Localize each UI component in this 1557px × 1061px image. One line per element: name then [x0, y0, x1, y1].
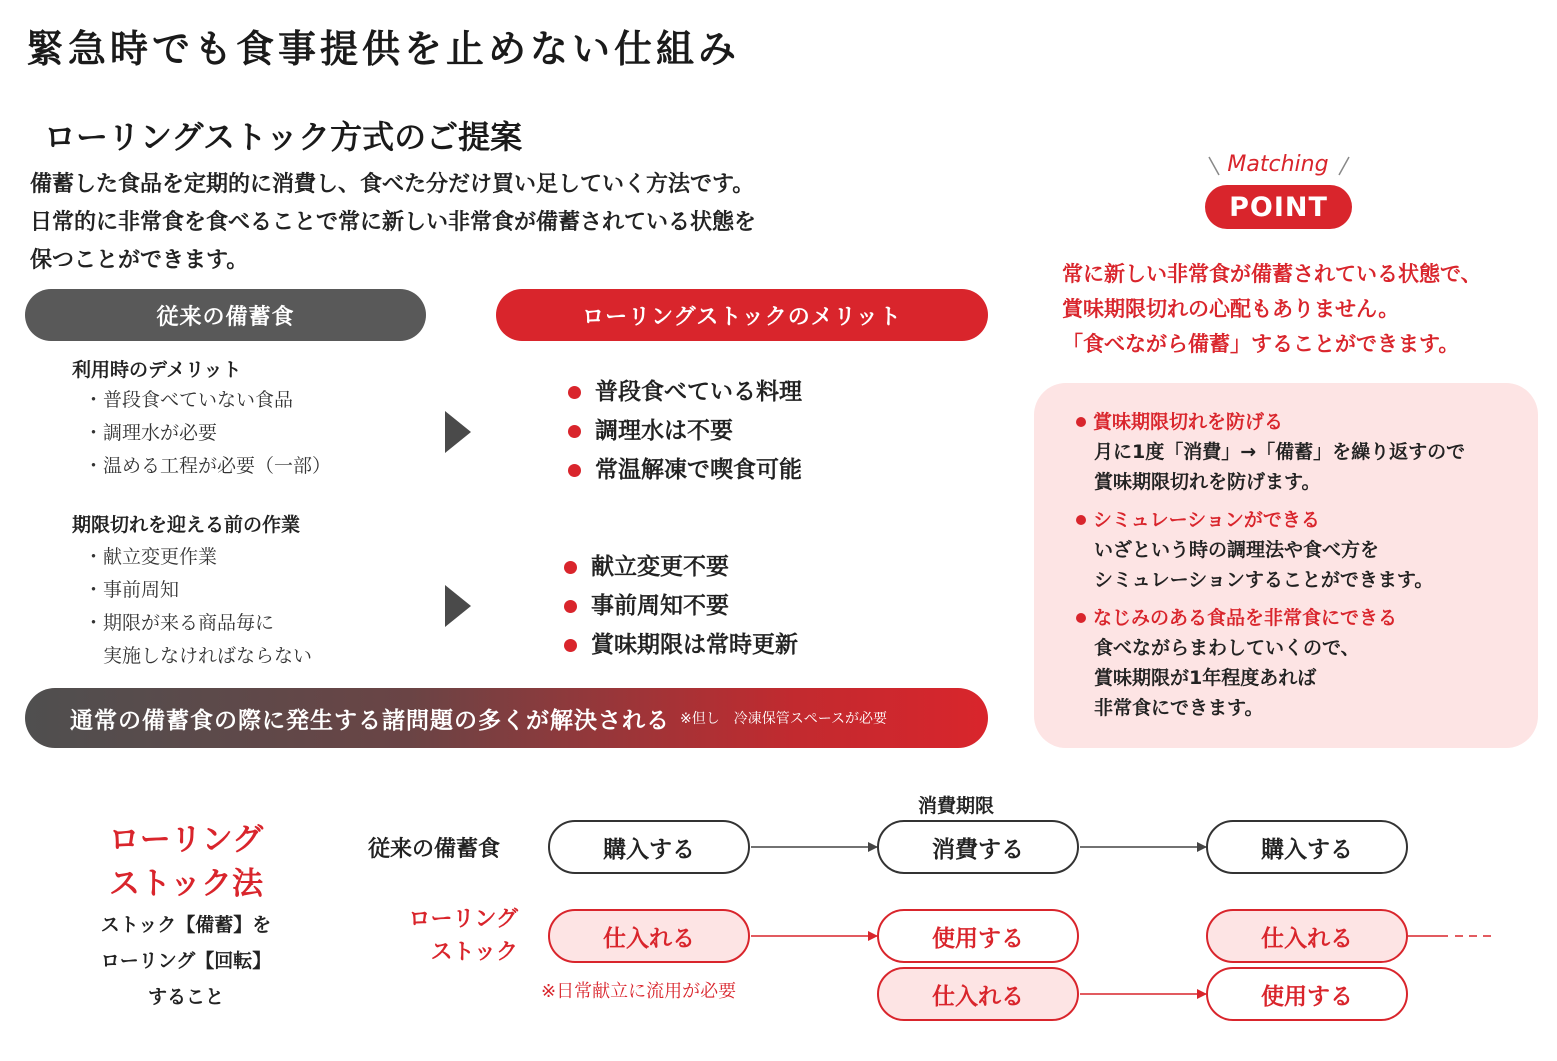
benefit-heading: なじみのある食品を非常食にできる [1093, 607, 1398, 629]
list-item: ・普段食べていない食品 [84, 389, 294, 411]
list-item: ・調理水が必要 [84, 422, 218, 444]
flow-step-purchase: 仕入れる [1206, 909, 1408, 963]
rolling-flow-label: ローリング ストック [408, 907, 518, 965]
benefit-line: 賞味期限が1年程度あれば [1094, 667, 1317, 689]
list-item: 事前周知不要 [564, 587, 798, 626]
page-title: 緊急時でも食事提供を止めない仕組み [26, 27, 741, 71]
traditional-flow-label: 従来の備蓄食 [368, 837, 501, 862]
point-line: 賞味期限切れの心配もありません。 [1062, 297, 1400, 321]
flow-step-buy: 購入する [548, 820, 750, 874]
banner-note: ※但し 冷凍保管スペースが必要 [680, 711, 888, 727]
intro-line: 日常的に非常食を食べることで常に新しい非常食が備蓄されている状態を [30, 210, 757, 235]
list-item: ・温める工程が必要（一部） [84, 455, 332, 477]
benefit-line: シミュレーションすることができます。 [1094, 569, 1434, 591]
point-badge: POINT [1205, 185, 1352, 229]
flow-note: ※日常献立に流用が必要 [541, 981, 737, 1002]
flow-step-purchase: 仕入れる [548, 909, 750, 963]
flow-step-consume: 消費する [877, 820, 1079, 874]
flow-step-purchase: 仕入れる [877, 967, 1079, 1021]
benefit-heading: シミュレーションができる [1093, 509, 1320, 531]
benefit-line: いざという時の調理法や食べ方を [1094, 539, 1380, 561]
traditional-stock-pill: 従来の備蓄食 [25, 289, 426, 341]
rolling-stock-merit-pill: ローリングストックのメリット [496, 289, 988, 341]
section-subtitle: ローリングストック方式のご提案 [44, 118, 523, 156]
banner-text: 通常の備蓄食の際に発生する諸問題の多くが解決される [70, 707, 670, 734]
list-item: 賞味期限は常時更新 [564, 626, 798, 665]
flow-step-use: 使用する [1206, 967, 1408, 1021]
benefit-line: 月に1度「消費」→「備蓄」を繰り返すので [1094, 441, 1466, 463]
point-line: 常に新しい非常食が備蓄されている状態で、 [1062, 262, 1482, 286]
point-line: 「食べながら備蓄」することができます。 [1062, 332, 1460, 356]
benefit-heading: 賞味期限切れを防げる [1093, 411, 1284, 433]
flow-step-use: 使用する [877, 909, 1079, 963]
usage-demerit-heading: 利用時のデメリット [72, 359, 242, 381]
list-item: 常温解凍で喫食可能 [568, 451, 802, 490]
list-item: ・期限が来る商品毎に [84, 612, 275, 634]
list-item: 普段食べている料理 [568, 373, 802, 412]
list-item: 献立変更不要 [564, 548, 798, 587]
flow-step-buy: 購入する [1206, 820, 1408, 874]
intro-line: 保つことができます。 [30, 248, 249, 273]
list-item: 実施しなければならない [84, 645, 313, 667]
benefit-line: 食べながらまわしていくので、 [1094, 637, 1360, 659]
list-item: ・事前周知 [84, 579, 180, 601]
benefit-line: 賞味期限切れを防げます。 [1094, 471, 1321, 493]
list-item: 調理水は不要 [568, 412, 802, 451]
intro-line: 備蓄した食品を定期的に消費し、食べた分だけ買い足していく方法です。 [30, 172, 755, 197]
rolling-stock-description: ストック【備蓄】を ローリング【回転】 すること [100, 914, 272, 1008]
list-item: ・献立変更作業 [84, 546, 218, 568]
expiry-label: 消費期限 [918, 795, 995, 817]
rolling-stock-title: ローリング ストック法 [108, 822, 264, 902]
expiry-work-heading: 期限切れを迎える前の作業 [72, 514, 301, 536]
benefit-line: 非常食にできます。 [1094, 697, 1264, 719]
matching-label: Matching [1227, 152, 1329, 177]
